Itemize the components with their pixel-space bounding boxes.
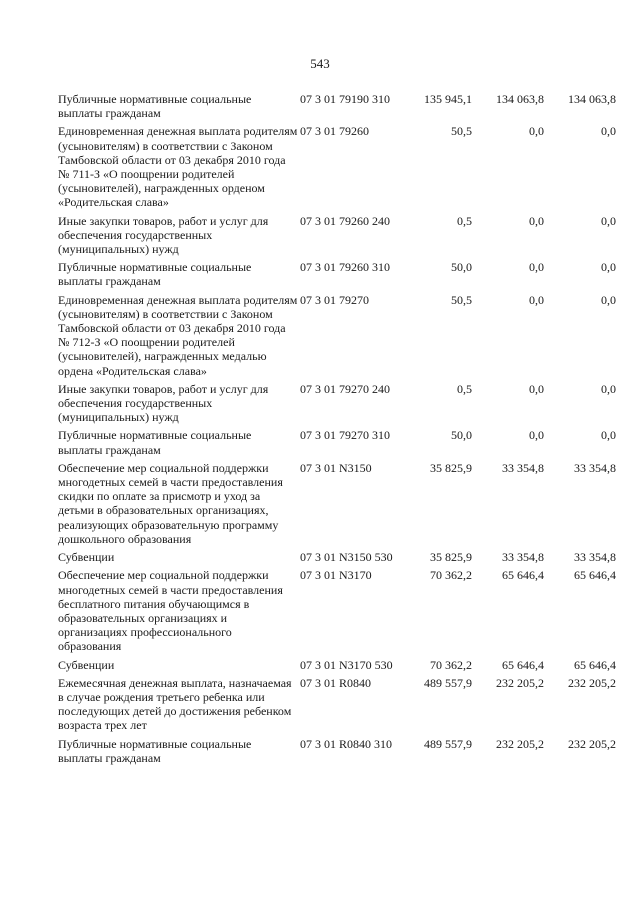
row-value-2: 0,0: [529, 260, 544, 275]
row-code: 07 3 01 N3150 530: [300, 550, 393, 565]
row-name: Обеспечение мер социальной поддержки многодетных семей в части предоставления бесплатного питания обучающимся в образовательных организациях и организациях профессионального образования: [58, 568, 283, 654]
row-code: 07 3 01 79270 310: [300, 428, 390, 443]
row-value-1: 50,5: [451, 124, 472, 139]
table-row: [58, 550, 623, 564]
row-value-3: 134 063,8: [568, 92, 616, 106]
row-value-1: 0,5: [457, 213, 472, 228]
table-row: [58, 124, 623, 209]
row-code: 07 3 01 79260: [300, 124, 369, 139]
row-name: Субвенции: [58, 657, 115, 672]
row-value-3: 0,0: [601, 292, 616, 307]
row-value-3: 65 646,4: [574, 568, 616, 583]
row-value-2: 232 205,2: [496, 675, 544, 690]
row-name: Публичные нормативные социальные выплаты гражданам: [58, 736, 252, 765]
row-value-2: 33 354,8: [502, 550, 544, 565]
row-name: Единовременная денежная выплата родителям (усыновителям) в соответствии с Законом Тамбовской области от 03 декабря 2010 года № 711-З «О поощрении родителей (усыновителей), награжденных орденом «Родительская слава»: [58, 124, 298, 210]
table-row: [58, 676, 623, 733]
row-value-3: 0,0: [601, 260, 616, 275]
table-row: [58, 658, 623, 672]
row-value-3: 33 354,8: [574, 460, 616, 475]
row-value-3: 65 646,4: [574, 657, 616, 672]
table-row: [58, 92, 623, 120]
row-name: Иные закупки товаров, работ и услуг для обеспечения государственных (муниципальных) нужд: [58, 381, 269, 425]
row-name: Единовременная денежная выплата родителям (усыновителям) в соответствии с Законом Тамбовской области от 03 декабря 2010 года № 712-З «О поощрении родителей (усыновителей), награжденных медалью ордена «Родительская слава»: [58, 292, 298, 378]
row-name: Ежемесячная денежная выплата, назначаемая в случае рождения третьего ребенка или последующих детей до достижения ребенком возраста трех лет: [58, 675, 292, 733]
row-value-2: 0,0: [529, 428, 544, 443]
row-value-2: 0,0: [529, 381, 544, 396]
row-name: Публичные нормативные социальные выплаты гражданам: [58, 92, 252, 121]
row-name: Иные закупки товаров, работ и услуг для обеспечения государственных (муниципальных) нужд: [58, 213, 269, 257]
row-value-1: 489 557,9: [424, 736, 472, 751]
row-name: Публичные нормативные социальные выплаты гражданам: [58, 428, 252, 457]
row-value-3: 0,0: [601, 381, 616, 396]
row-value-2: 232 205,2: [496, 736, 544, 751]
row-code: 07 3 01 R0840 310: [300, 736, 393, 751]
row-value-1: 50,0: [451, 260, 472, 275]
row-code: 07 3 01 79270 240: [300, 381, 390, 396]
row-code: 07 3 01 79270: [300, 292, 369, 307]
row-value-2: 0,0: [529, 213, 544, 228]
row-value-3: 232 205,2: [568, 675, 616, 690]
row-name: Субвенции: [58, 550, 115, 565]
table-row: [58, 568, 623, 653]
row-value-1: 489 557,9: [424, 675, 472, 690]
row-code: 07 3 01 N3170: [300, 568, 372, 583]
row-value-2: 0,0: [529, 124, 544, 139]
table-row: [58, 737, 623, 765]
row-value-2: 134 063,8: [496, 92, 544, 106]
row-value-2: 65 646,4: [502, 657, 544, 672]
row-value-1: 70 362,2: [430, 657, 472, 672]
page-number: 543: [310, 56, 330, 71]
row-code: 07 3 01 79190 310: [300, 92, 390, 106]
row-value-1: 50,5: [451, 292, 472, 307]
row-value-1: 0,5: [457, 381, 472, 396]
row-value-3: 232 205,2: [568, 736, 616, 751]
row-code: 07 3 01 N3150: [300, 460, 372, 475]
row-value-1: 35 825,9: [430, 550, 472, 565]
row-value-3: 0,0: [601, 124, 616, 139]
row-value-1: 35 825,9: [430, 460, 472, 475]
row-value-1: 50,0: [451, 428, 472, 443]
budget-table: [58, 92, 623, 769]
table-row: [58, 293, 623, 378]
row-value-2: 65 646,4: [502, 568, 544, 583]
table-row: [58, 461, 623, 546]
table-row: [58, 428, 623, 456]
table-row: [58, 382, 623, 425]
row-value-3: 33 354,8: [574, 550, 616, 565]
row-code: 07 3 01 79260 310: [300, 260, 390, 275]
row-code: 07 3 01 N3170 530: [300, 657, 393, 672]
row-code: 07 3 01 R0840: [300, 675, 372, 690]
row-value-3: 0,0: [601, 213, 616, 228]
row-value-1: 70 362,2: [430, 568, 472, 583]
table-row: [58, 214, 623, 257]
table-row: [58, 260, 623, 288]
row-value-3: 0,0: [601, 428, 616, 443]
row-name: Публичные нормативные социальные выплаты гражданам: [58, 260, 252, 289]
row-code: 07 3 01 79260 240: [300, 213, 390, 228]
row-value-2: 33 354,8: [502, 460, 544, 475]
row-name: Обеспечение мер социальной поддержки многодетных семей в части предоставления скидки по оплате за присмотр и уход за детьми в образовательных организациях, реализующих образовательную программу дошкольного образования: [58, 460, 283, 546]
row-value-1: 135 945,1: [424, 92, 472, 106]
row-value-2: 0,0: [529, 292, 544, 307]
